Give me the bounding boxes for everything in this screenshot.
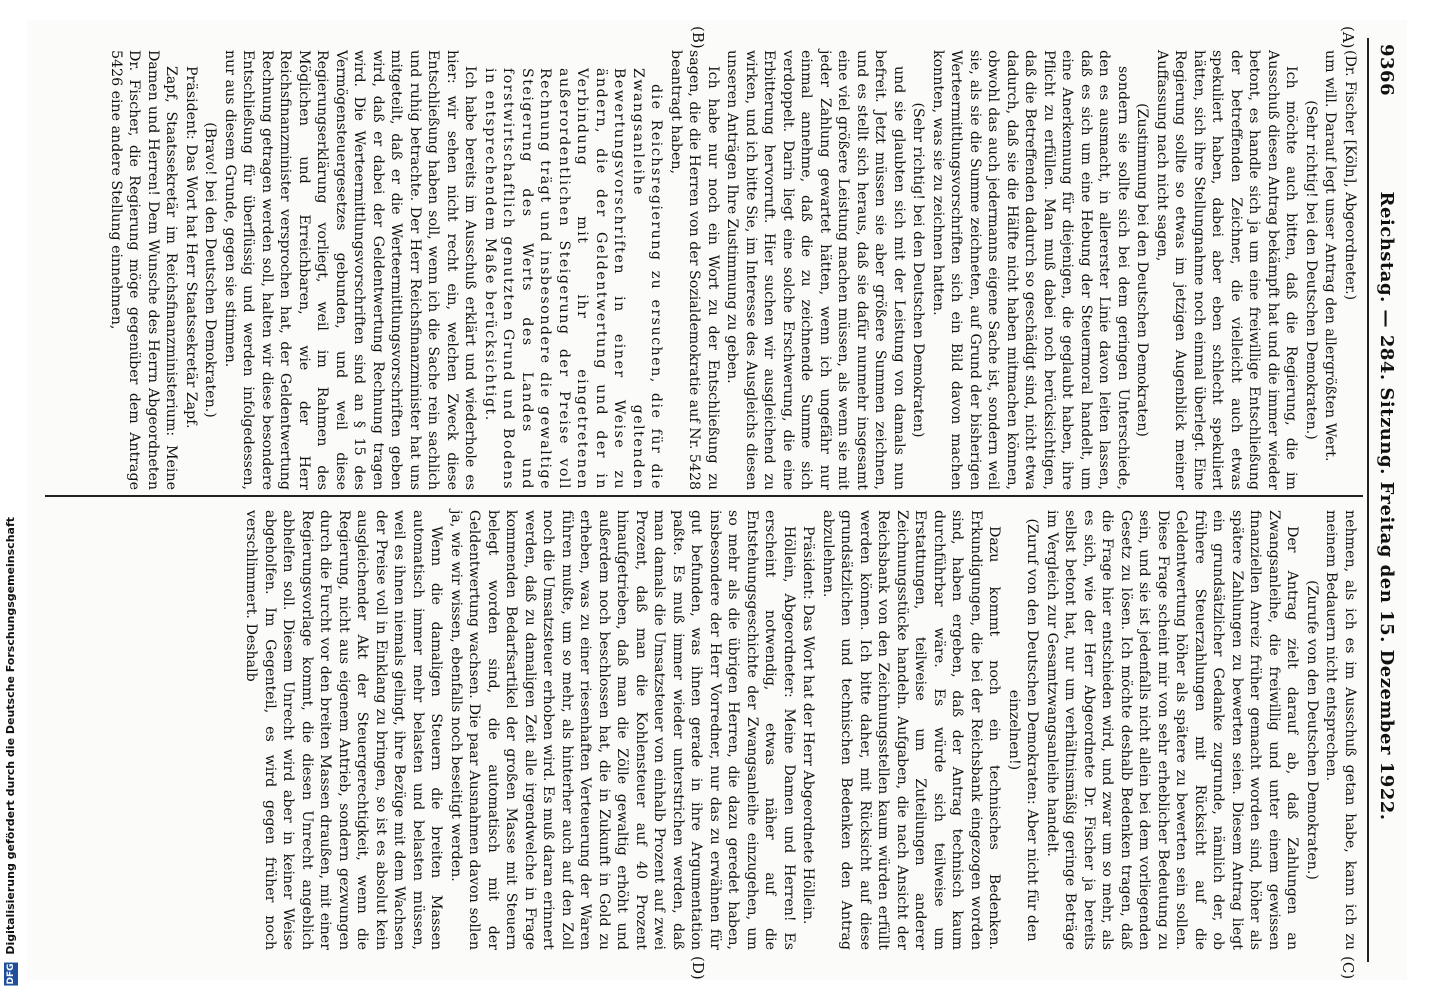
paragraph: (Sehr richtig! bei den Deutschen Demokraten.) [1303, 100, 1319, 440]
dfg-logo: DFG [6, 963, 16, 985]
paragraph: Der Antrag zielt darauf ab, daß Zahlungen an Zwangsanleihe, die freiwillig und unter einem gewissen finanziellen Anreiz früher gemacht worden sind, höher als spätere Zahlungen zu bewerten seien. Diesem Antrag liegt ein grundsätzlicher Gedanke zugrunde, nämlich der, ob frühere Steuerzahlungen mit Rücksicht auf die Geldentwertung höher als spätere zu bewerten sein sollen. Diese Frage scheint mir von sehr erheblicher Bedeutung zu sein, und sie ist jedenfalls nicht allein bei dem vorliegenden Gesetz zu lösen. Ich möchte deshalb Bedenken tragen, daß die Frage hier entschieden wird, und zwar um so mehr, als es sich, wie der Herr Abgeordnete Dr. Fischer ja bereits selbst betont hat, nur um verhältnismäßig geringe Beträge im Vergleich zur Gesamtzwangsanleihe handelt. [1044, 510, 1301, 950]
paragraph: sondern sie sollte sich bei dem geringen Unterschiede, den es ausmacht, in allererster Linie davon leiten lassen, daß es sich um eine Hebung der Steuermoral handelt, um eine Anerkennung für diejenigen, die geglaubt haben, ihre Pflicht zu erfüllen. Man muß dabei noch berücksichtigen, daß die Betreffenden dadurch so geschädigt sind, nicht etwa dadurch, daß sie die Hälfte nicht haben mitmachen können, obwohl das auch jedermanns eigene Sache ist, sondern weil sie, als sie die Summe zeichneten, auf Grund der bisherigen Werteermittlungsvorschriften sich ein Bild davon machen konnten, was sie zu zeichnen hatten. [930, 50, 1131, 490]
paragraph: (Zustimmung bei den Deutschen Demokraten) [1134, 103, 1151, 437]
paragraph: Dazu kommt noch ein technisches Bedenken. Erkundigungen, die bei der Reichsbank eingezogen worden sind, haben ergeben, daß der Antrag technisch kaum durchführbar wäre. Es würde sich teilweise um Erstattungen, teilweise um Zuteilungen anderer Zeichnungsstücke handeln. Aufgaben, die nach Ansicht der Reichsbank von den Zeichnungsstellen kaum würden erfüllt werden können. Ich bitte daher, mit Rücksicht auf diese grundsätzlichen und technischen Bedenken den Antrag abzulehnen. [820, 510, 1003, 950]
paragraph: (Zurufe von den Deutschen Demokraten.) [1304, 580, 1320, 880]
column-divider [45, 495, 1363, 497]
header-rule [1367, 38, 1369, 962]
scanned-page [27, 20, 1407, 980]
paragraph: (Dr. Fischer [Köln], Abgeordneter.) [1342, 50, 1358, 301]
paragraph: Ich möchte auch bitten, daß die Regierung, die im Ausschuß diesen Antrag bekämpft hat und die immer wieder betont, es handle sich ja um eine freiwillige Entschließung der betreffenden Zeichner, die vielleicht auch etwas spekuliert haben, dabei aber eben schlecht spekuliert hätten, sich ihre Stellungnahme noch einmal überlegt. Eine Regierung sollte so etwas im jetzigen Augenblick meiner Auffassung nach nicht sagen, [1154, 50, 1300, 490]
paragraph: (Sehr richtig! bei den Deutschen Demokraten) [910, 102, 927, 438]
paragraph: Präsident: Das Wort hat Herr Staatssekretär Zapf. [183, 66, 199, 429]
paragraph: die Reichsregierung zu ersuchen, die für die Zwangsanleihe geltenden Bewertungsvorschriften in einer Weise zu ändern, die der Geldentwertung und der in Verbindung mit ihr eingetretenen außerordentlichen Steigerung der Preise voll Rechnung trägt und insbesondere die gewaltige Steigerung des Werts des Landes und forstwirtschaftlich genutzten Grund und Bodens in entsprechendem Maße berücksichtigt. [482, 68, 665, 490]
margin-mark-a: (A) [1339, 26, 1357, 49]
paragraph: um will. Darauf legt unser Antrag den allergrößten Wert. [1322, 50, 1339, 462]
paragraph: Ich habe bereits im Ausschuß erklärt und wiederhole es hier: wir sehen nicht recht ein, welchen Zweck diese Entschließung haben soll, wenn ich die Sache rein sachlich und ruhig betrachte. Der Herr Reichsfinanzminister hat uns mitgeteilt, daß er die Werteermittlungsvorschriften geben wird, daß er dabei der Geldentwertung Rechnung tragen wird. Die Werteermittlungsvorschriften sind an § 15 des Vermögensteuergesetzes gebunden, und weil diese Regierungserklärung vorliegt, weil im Rahmen des Möglichen und Erreichbaren, wie der Herr Reichsfinanzminister versprochen hat, der Geldentwertung Rechnung getragen werden soll, halten wir diese besondere Entschließung für überflüssig und werden infolgedessen, nur aus diesem Grunde, gegen sie stimmen. [222, 50, 479, 490]
running-title: Reichstag. — 284. Sitzung. Freitag den 15. Dezember 1922. [1376, 191, 1398, 821]
page-header [1373, 44, 1401, 956]
paragraph: und sie glaubten sich mit der Leistung von damals nun befreit. Jetzt müssen sie aber größere Summen zeichnen, und es stellt sich heraus, daß sie dafür nunmehr insgesamt eine viel größere Leistung machen müssen, als wenn sie mit jeder Zahlung gewartet hätten, wenn ich ungefähr nur einmal annehme, daß die zu zeichnende Summe sich verdoppelt. Darin liegt eine solche Erschwerung, die eine Erbitterung hervorruft. Hier suchen wir ausgleichend zu wirken, und ich bitte Sie, im Interesse des Ausgleichs diesen unseren Anträgen Ihre Zustimmung zu geben. [724, 50, 907, 490]
paragraph: (Zuruf von den Deutschen Demokraten: Aber nicht für den einzelnen!) [1006, 518, 1041, 942]
margin-mark-c: (C) [1339, 956, 1357, 980]
page-number: 9366 [1376, 44, 1398, 97]
paragraph: Ich habe nur noch ein Wort zu der Entschließung zu sagen, die die Herren von der Sozialdemokratie auf Nr. 5428 beantragt haben, [668, 50, 721, 490]
margin-mark-b: (B) [689, 26, 707, 49]
paragraph: Präsident: Das Wort hat der Herr Abgeordnete Höllein. [800, 526, 817, 925]
right-column [241, 510, 1359, 950]
paragraph: Wenn die damaligen Steuern die breiten Massen automatisch immer mehr belasten und belasten müssen, weil es ihnen niemals gelingt, ihre Bezüge mit dem Wachsen der Preise voll in Einklang zu bringen, so ist es absolut kein ausgleichender Akt der Steuergerechtigkeit, wenn die Regierung, nicht aus eigenem Antrieb, sondern gezwungen durch die Furcht vor den breiten Massen draußen, mit einer Regierungsvorlage kommt, die diesen Unrecht angeblich abhelfen soll. Diesem Unrecht wird aber in keiner Weise abgeholfen. Im Gegenteil, es wird gegen früher noch verschlimmert. Deshalb [243, 510, 445, 950]
digitization-strip [0, 0, 24, 1000]
left-column [106, 50, 1360, 490]
digitization-note [4, 517, 18, 986]
paragraph: (Bravo! bei den Deutschen Demokraten.) [202, 122, 219, 418]
paragraph: nehmen, als ich es im Ausschuß getan habe, kann ich zu meinem Bedauern nicht entsprechen. [1323, 510, 1358, 950]
paragraph: Zapf, Staatssekretär im Reichsfinanzministerium: Meine Damen und Herren! Dem Wunsche des Herrn Abgeordneten Dr. Fischer, die Regierung möge gegenüber dem Antrage 5426 eine andere Stellung einnehmen, [108, 50, 180, 490]
digitization-text: Digitalisierung gefördert durch die Deutsche Forschungsgemeinschaft [4, 517, 17, 956]
paragraph: Höllein, Abgeordneter: Meine Damen und Herren! Es erscheint notwendig, etwas näher auf die Entstehungsgeschichte der Zwangsanleihe einzugehen, um so mehr als die übrigen Herren, die dazu geredet haben, insbesondere der Herr Vorredner, nur das zu erwähnen für gut befunden, was ihnen gerade in ihre Argumentation paßte. Es muß immer wieder unterstrichen werden, daß man damals die Umsatzsteuer von einhalb Prozent auf zwei Prozent, daß man die Kohlensteuer auf 40 Prozent hinaufgetrieben, daß man die Zölle gewaltig erhöht und außerdem noch beschlossen hat, die in Zukunft in Gold zu erheben, was zu einer riesenhaften Verteuerung der Waren führen mußte, um so mehr, als hinterher auch auf den Zoll noch die Umsatzsteuer erhoben wird. Es muß daran erinnert werden, daß zu damaligen Zeit alle irgendwelche in Frage kommenden Bedarfsartikel der großen Masse mit Steuern belegt worden sind, die automatisch mit der Geldentwertung wachsen. Die paar Ausnahmen davon sollen ja, wie wir wissen, ebenfalls noch beseitigt werden. [448, 510, 797, 950]
margin-mark-d: (D) [689, 956, 707, 980]
